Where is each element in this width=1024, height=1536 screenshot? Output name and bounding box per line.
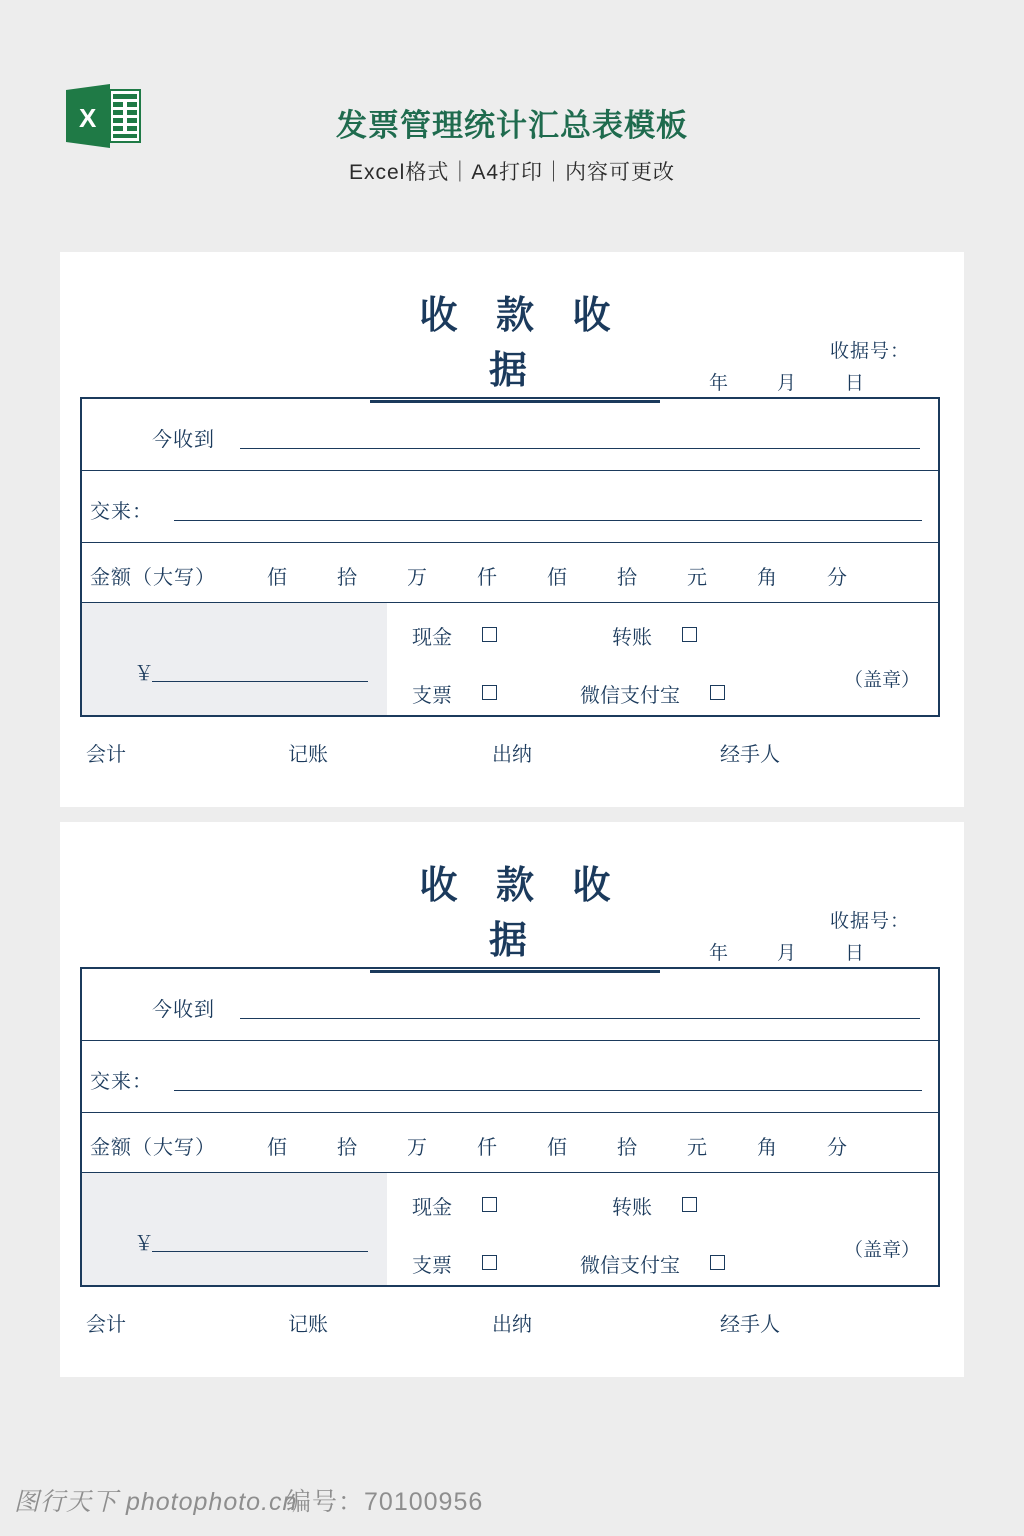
unit-cell: 分 xyxy=(827,567,847,589)
payment-option-label: 转账 xyxy=(612,1197,652,1219)
unit-cell: 元 xyxy=(687,567,707,589)
unit-cell: 佰 xyxy=(547,567,567,589)
watermark-code-value: 70100956 xyxy=(364,1488,484,1516)
footer-watermark xyxy=(0,1482,1024,1522)
receipt-body-box xyxy=(80,967,940,1287)
receipt-number-label: 收据号： xyxy=(829,341,910,362)
from-label: 交来： xyxy=(90,1071,153,1093)
received-label: 今收到 xyxy=(152,999,215,1021)
signature-cashier: 出纳 xyxy=(492,744,532,766)
checkbox-icon[interactable] xyxy=(682,1197,697,1212)
unit-cell: 拾 xyxy=(337,567,357,589)
unit-cell: 万 xyxy=(407,1137,427,1159)
payment-option-label: 支票 xyxy=(412,1255,452,1277)
watermark-code-label: 编号： xyxy=(286,1488,365,1516)
unit-cell: 仟 xyxy=(477,1137,497,1159)
payment-row-1 xyxy=(412,621,812,651)
watermark-brand: 图行天下 photophoto.cn xyxy=(14,1488,298,1516)
payment-option-label: 支票 xyxy=(412,685,452,707)
signature-handler: 经手人 xyxy=(720,744,780,766)
received-input-line[interactable] xyxy=(240,448,920,449)
currency-symbol: ￥ xyxy=(134,1233,154,1255)
receipt-title: 收 款 收 据 xyxy=(370,854,660,973)
unit-cell: 万 xyxy=(407,567,427,589)
payment-option-transfer[interactable] xyxy=(612,1191,697,1220)
receipt-number-label: 收据号： xyxy=(829,911,910,932)
checkbox-icon[interactable] xyxy=(482,685,497,700)
payment-row-2 xyxy=(412,1249,812,1279)
unit-cell: 角 xyxy=(757,1137,777,1159)
from-input-line[interactable] xyxy=(174,1090,922,1091)
payment-row-2 xyxy=(412,679,812,709)
currency-symbol: ￥ xyxy=(134,663,154,685)
amount-value-cell[interactable] xyxy=(82,1173,387,1285)
amount-units-row xyxy=(82,543,938,603)
amount-input-line[interactable] xyxy=(152,681,368,682)
watermark-code xyxy=(286,1482,483,1518)
unit-cell: 佰 xyxy=(267,1137,287,1159)
signature-row xyxy=(80,738,940,768)
receipt-card xyxy=(60,822,964,1377)
from-input-line[interactable] xyxy=(174,520,922,521)
signature-cashier: 出纳 xyxy=(492,1314,532,1336)
unit-cell: 角 xyxy=(757,567,777,589)
unit-cell: 佰 xyxy=(547,1137,567,1159)
amount-units-row xyxy=(82,1113,938,1173)
seal-label: （盖章） xyxy=(843,670,920,691)
svg-text:X: X xyxy=(79,103,97,133)
payment-option-wechat-alipay[interactable] xyxy=(580,679,725,708)
payment-option-cheque[interactable] xyxy=(412,1249,497,1278)
signature-handler: 经手人 xyxy=(720,1314,780,1336)
payment-option-transfer[interactable] xyxy=(612,621,697,650)
checkbox-icon[interactable] xyxy=(482,1255,497,1270)
page-title: 发票管理统计汇总表模板 xyxy=(336,108,688,143)
signature-accountant: 会计 xyxy=(86,744,126,766)
received-label: 今收到 xyxy=(152,429,215,451)
receipt-date-label: 年 月 日 xyxy=(708,943,879,964)
amount-units xyxy=(267,1131,847,1160)
from-label: 交来： xyxy=(90,501,153,523)
signature-row xyxy=(80,1308,940,1338)
amount-label: 金额（大写） xyxy=(90,1137,216,1159)
from-row xyxy=(82,471,938,543)
checkbox-icon[interactable] xyxy=(482,1197,497,1212)
payment-option-label: 微信支付宝 xyxy=(580,1255,680,1277)
payment-option-cheque[interactable] xyxy=(412,679,497,708)
unit-cell: 元 xyxy=(687,1137,707,1159)
received-row xyxy=(82,969,938,1041)
signature-accountant: 会计 xyxy=(86,1314,126,1336)
unit-cell: 佰 xyxy=(267,567,287,589)
signature-bookkeeper: 记账 xyxy=(288,1314,328,1336)
checkbox-icon[interactable] xyxy=(710,685,725,700)
payment-option-cash[interactable] xyxy=(412,1191,497,1220)
unit-cell: 仟 xyxy=(477,567,497,589)
unit-cell: 分 xyxy=(827,1137,847,1159)
payment-row xyxy=(82,603,938,715)
amount-units xyxy=(267,561,847,590)
receipt-card xyxy=(60,252,964,807)
payment-option-label: 现金 xyxy=(412,1197,452,1219)
checkbox-icon[interactable] xyxy=(710,1255,725,1270)
payment-option-label: 微信支付宝 xyxy=(580,685,680,707)
payment-row xyxy=(82,1173,938,1285)
payment-option-cash[interactable] xyxy=(412,621,497,650)
unit-cell: 拾 xyxy=(617,1137,637,1159)
from-row xyxy=(82,1041,938,1113)
amount-input-line[interactable] xyxy=(152,1251,368,1252)
checkbox-icon[interactable] xyxy=(682,627,697,642)
payment-option-label: 转账 xyxy=(612,627,652,649)
receipt-body-box xyxy=(80,397,940,717)
receipt-date-label: 年 月 日 xyxy=(708,373,879,394)
unit-cell: 拾 xyxy=(617,567,637,589)
payment-option-wechat-alipay[interactable] xyxy=(580,1249,725,1278)
signature-bookkeeper: 记账 xyxy=(288,744,328,766)
amount-value-cell[interactable] xyxy=(82,603,387,715)
received-input-line[interactable] xyxy=(240,1018,920,1019)
received-row xyxy=(82,399,938,471)
seal-label: （盖章） xyxy=(843,1240,920,1261)
checkbox-icon[interactable] xyxy=(482,627,497,642)
unit-cell: 拾 xyxy=(337,1137,357,1159)
payment-row-1 xyxy=(412,1191,812,1221)
page-subtitle: Excel格式｜A4打印｜内容可更改 xyxy=(348,161,676,184)
receipt-title: 收 款 收 据 xyxy=(370,284,660,403)
page-header xyxy=(0,0,1024,205)
payment-option-label: 现金 xyxy=(412,627,452,649)
amount-label: 金额（大写） xyxy=(90,567,216,589)
